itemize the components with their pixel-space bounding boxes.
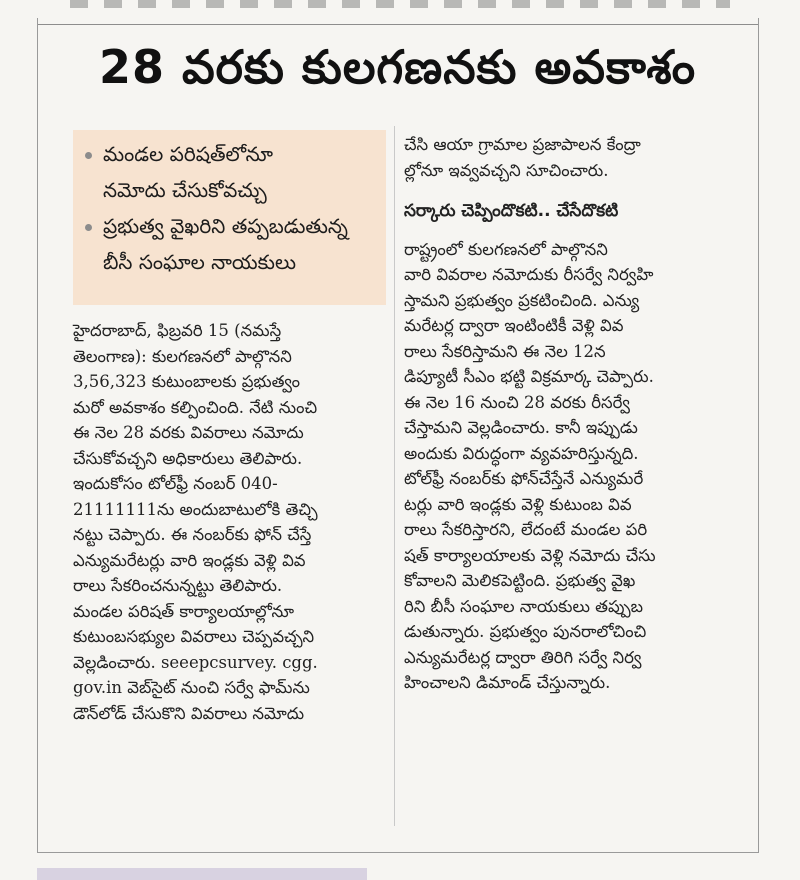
body-line: మరో అవకాశం కల్పించింది. నేటి నుంచి [73, 397, 318, 417]
body-line: షత్ కార్యాలయాలకు వెళ్లి నమోదు చేసు [404, 545, 656, 565]
bullet-icon [85, 152, 92, 159]
body-line: ఈ నెల 16 నుంచి 28 వరకు రీసర్వే [404, 392, 630, 412]
body-line: రిని బీసీ సంఘాల నాయకులు తప్పుబ [404, 596, 643, 616]
article-subheading: సర్కారు చెప్పిందొకటి.. చేసేదొకటి [404, 201, 619, 221]
bottom-color-bar [37, 868, 367, 880]
body-line: హించాలని డిమాండ్ చేస్తున్నారు. [404, 673, 611, 692]
body-line: టర్లు వారి ఇండ్లకు వెళ్లి కుటుంబ వివ [404, 494, 632, 514]
body-line: డిప్యూటీ సీఎం భట్టి విక్రమార్క చెప్పారు. [404, 367, 654, 386]
article-headline: 28 వరకు కులగణనకు అవకాశం [98, 40, 697, 94]
body-line: డుతున్నారు. ప్రభుత్వం పునరాలోచించి [404, 622, 647, 641]
body-line: నట్టు చెప్పారు. ఈ నంబర్‌కు ఫోన్ చేస్తే [73, 525, 312, 544]
cropped-previous-article-strip [70, 0, 730, 8]
body-line: మరేటర్ల ద్వారా ఇంటింటికీ వెళ్లి వివ [404, 316, 624, 335]
body-line: వారి వివరాల నమోదుకు రీసర్వే నిర్వహి [404, 265, 654, 284]
body-line: టోల్‌ఫ్రీ నంబర్‌కు ఫోన్‌చేస్తేనే ఎన్యుమరే [404, 469, 644, 488]
body-line: చేస్తామని వెల్లడించారు. కానీ ఇప్పుడు [404, 418, 638, 437]
body-line: 21111111ను అందుబాటులోకి తెచ్చి [73, 499, 318, 519]
body-line: రాలు సేకరిస్తారని, లేదంటే మండల పరి [404, 520, 648, 539]
body-line: వెల్లడించారు. seeepcsurvey. cgg. [73, 652, 318, 672]
body-line: రాలు సేకరిస్తామని ఈ నెల 12న [404, 341, 606, 361]
highlight-line: బీసీ సంఘాల నాయకులు [103, 250, 297, 274]
body-line: ఎన్యుమరేటర్లు వారి ఇండ్లకు వెళ్లి వివ [73, 550, 306, 570]
highlight-item [85, 136, 378, 208]
body-line: కుటుంబసభ్యుల వివరాలు చెప్పవచ్చని [73, 627, 315, 646]
body-line: హైదరాబాద్, ఫిబ్రవరి 15 (నమస్తే [73, 321, 282, 340]
body-line: రాలు సేకరించనున్నట్టు తెలిపారు. [73, 576, 283, 595]
body-line: ఎన్యుమరేటర్ల ద్వారా తిరిగి సర్వే నిర్వ [404, 647, 642, 667]
column-divider [394, 126, 395, 826]
highlight-line: నమోదు చేసుకోవచ్చు [103, 178, 267, 202]
body-line: అందుకు విరుద్ధంగా వ్యవహరిస్తున్నది. [404, 443, 639, 463]
body-line: ల్లోనూ ఇవ్వవచ్చని సూచించారు. [404, 160, 609, 180]
body-line: కోవాలని మెలికపెట్టింది. ప్రభుత్వ వైఖ [404, 571, 636, 590]
highlight-line: మండల పరిషత్‌లోనూ [103, 142, 274, 166]
body-line: స్తామని ప్రభుత్వం ప్రకటించింది. ఎన్యు [404, 290, 640, 310]
body-line: ఇందుకోసం టోల్‌ఫ్రీ నంబర్ 040- [73, 474, 278, 493]
highlight-line: ప్రభుత్వ వైఖరిని తప్పబడుతున్న [103, 214, 348, 238]
body-line: 3,56,323 కుటుంబాలకు ప్రభుత్వం [73, 372, 300, 391]
highlights-box [73, 130, 386, 305]
body-line: చేసుకోవచ్చని అధికారులు తెలిపారు. [73, 448, 303, 468]
left-column [73, 318, 388, 726]
bullet-icon [85, 224, 92, 231]
body-line: డౌన్‌లోడ్ చేసుకొని వివరాలు నమోదు [73, 703, 305, 723]
body-line: తెలంగాణ): కులగణనలో పాల్గొనని [73, 346, 292, 366]
body-line: gov.in వెబ్‌సైట్ నుంచి సర్వే ఫామ్‌ను [73, 678, 310, 697]
body-line: చేసి ఆయా గ్రామాల ప్రజాపాలన కేంద్రా [404, 135, 641, 154]
highlight-item [85, 208, 378, 280]
right-column [404, 132, 730, 696]
body-line: మండల పరిషత్ కార్యాలయాల్లోనూ [73, 601, 295, 621]
body-line: రాష్ట్రంలో కులగణనలో పాల్గొనని [404, 239, 608, 259]
body-line: ఈ నెల 28 వరకు వివరాలు నమోదు [73, 423, 304, 442]
